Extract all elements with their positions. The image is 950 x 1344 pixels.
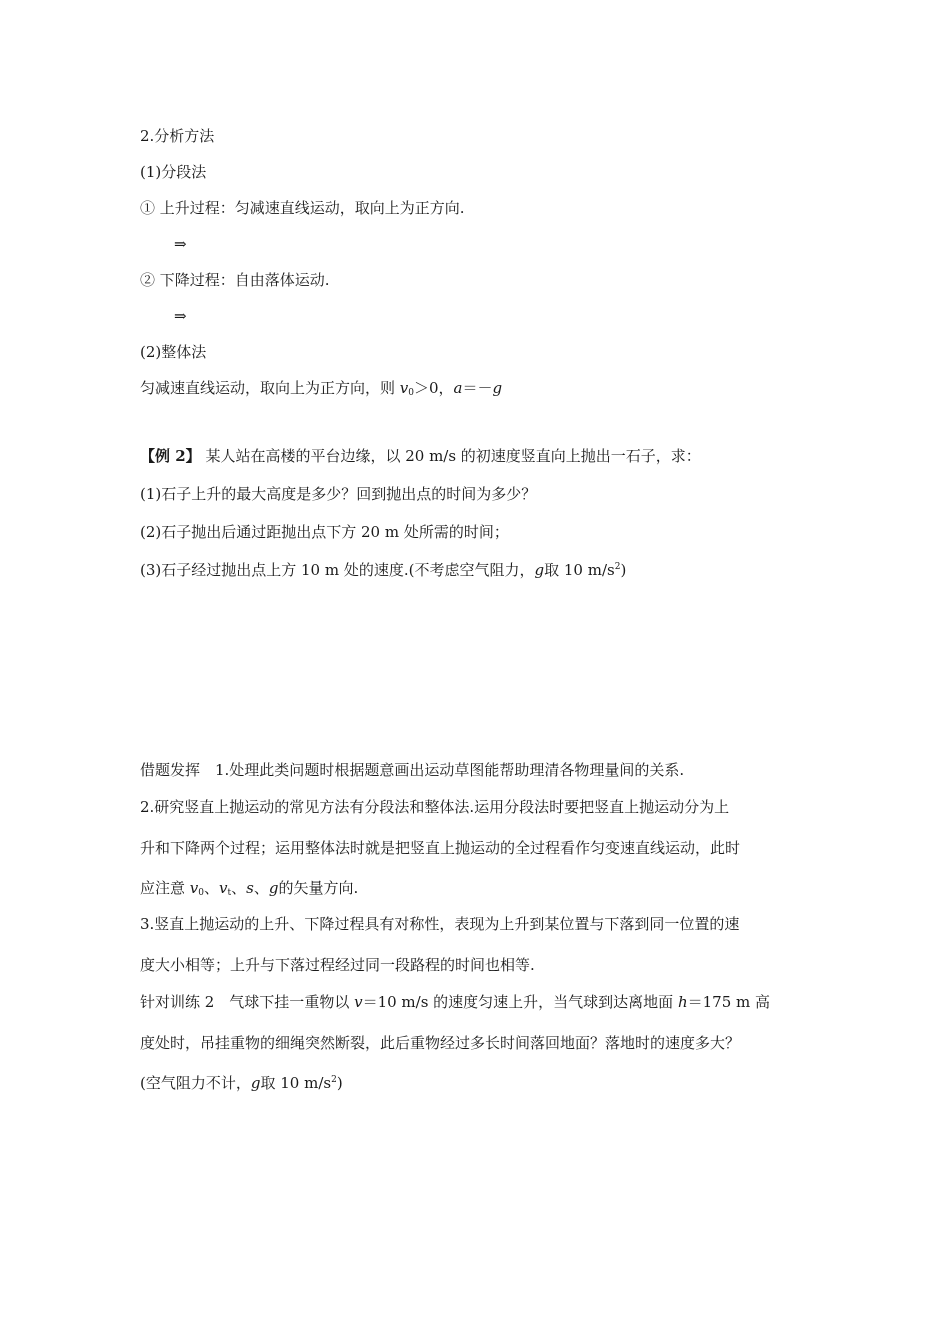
t1-text: 针对训练 2 气球下挂一重物以 <box>140 993 355 1011</box>
superscript-2: 2 <box>331 1075 337 1085</box>
q3-end: ) <box>620 561 627 579</box>
symbol-h: h <box>677 993 688 1011</box>
analysis-heading: 2.分析方法 <box>140 127 215 145</box>
l4-end: 的矢量方向. <box>278 879 359 897</box>
symbol-v: v <box>189 879 199 897</box>
training2-line-3 <box>140 1073 343 1093</box>
training2-line-1 <box>140 992 770 1012</box>
example2-stem <box>140 446 701 466</box>
t1-mid2: ＝175 m 高 <box>687 993 771 1011</box>
insight-line-2: 2.研究竖直上抛运动的常见方法有分段法和整体法.运用分段法时要把竖直上抛运动分为上 <box>140 798 730 816</box>
whole-method-title: (2)整体法 <box>140 343 207 361</box>
subscript-0: 0 <box>198 888 204 898</box>
symbol-g: g <box>250 1074 261 1092</box>
eq-minus: ＝－ <box>462 379 493 397</box>
symbol-g: g <box>268 879 279 897</box>
whole-method-description <box>140 378 502 403</box>
sep: 、 <box>231 879 247 897</box>
insight-line-1: 借题发挥 1.处理此类问题时根据题意画出运动草图能帮助理清各物理量间的关系. <box>140 761 685 779</box>
example2-tag: 【例 2】 <box>140 447 201 465</box>
insight-line-4 <box>140 878 358 903</box>
example2-question-1: (1)石子上升的最大高度是多少？回到抛出点的时间为多少？ <box>140 485 537 503</box>
example2-question-3 <box>140 560 626 580</box>
insight-line-3: 升和下降两个过程；运用整体法时就是把竖直上抛运动的全过程看作匀变速直线运动，此时 <box>140 839 741 857</box>
insight-line-6: 度大小相等；上升与下落过程经过同一段路程的时间也相等. <box>140 956 535 974</box>
example2-question-2: (2)石子抛出后通过距抛出点下方 20 m 处所需的时间； <box>140 523 509 541</box>
sep: 、 <box>253 879 269 897</box>
symbol-g: g <box>534 561 545 579</box>
sep: 、 <box>204 879 220 897</box>
l4-text: 应注意 <box>140 879 190 897</box>
symbol-g: g <box>492 379 503 397</box>
symbol-v: v <box>354 993 363 1011</box>
subscript-t: t <box>227 888 232 898</box>
implies-arrow-2: ⇒ <box>174 307 187 325</box>
t1-mid1: ＝10 m/s 的速度匀速上升，当气球到达离地面 <box>362 993 678 1011</box>
t3-text: (空气阻力不计， <box>140 1074 251 1092</box>
t3-take: 取 10 m/s <box>260 1074 332 1092</box>
q3-text: (3)石子经过抛出点上方 10 m 处的速度.(不考虑空气阻力， <box>140 561 535 579</box>
q3-take: 取 10 m/s <box>544 561 615 579</box>
t3-end: ) <box>336 1074 343 1092</box>
example2-stem-text: 某人站在高楼的平台边缘，以 20 m/s 的初速度竖直向上抛出一石子，求： <box>200 447 701 465</box>
whole-desc-text: 匀减速直线运动，取向上为正方向，则 <box>140 379 400 397</box>
implies-arrow-1: ⇒ <box>174 235 187 253</box>
insight-line-5: 3.竖直上抛运动的上升、下降过程具有对称性，表现为上升到某位置与下落到同一位置的速 <box>140 915 740 933</box>
symbol-s: s <box>246 879 254 897</box>
fall-process-line: ② 下降过程：自由落体运动. <box>140 271 330 289</box>
gt-zero: ＞0， <box>414 379 454 397</box>
training2-line-2: 度处时，吊挂重物的细绳突然断裂，此后重物经过多长时间落回地面？落地时的速度多大？ <box>140 1034 741 1052</box>
superscript-2: 2 <box>614 562 621 572</box>
symbol-vt: v <box>219 879 228 897</box>
subscript-0: 0 <box>408 388 414 398</box>
symbol-a: a <box>453 379 463 397</box>
symbol-v: v <box>399 379 409 397</box>
rise-process-line: ① 上升过程：匀减速直线运动，取向上为正方向. <box>140 199 465 217</box>
segment-method-title: (1)分段法 <box>140 163 207 181</box>
